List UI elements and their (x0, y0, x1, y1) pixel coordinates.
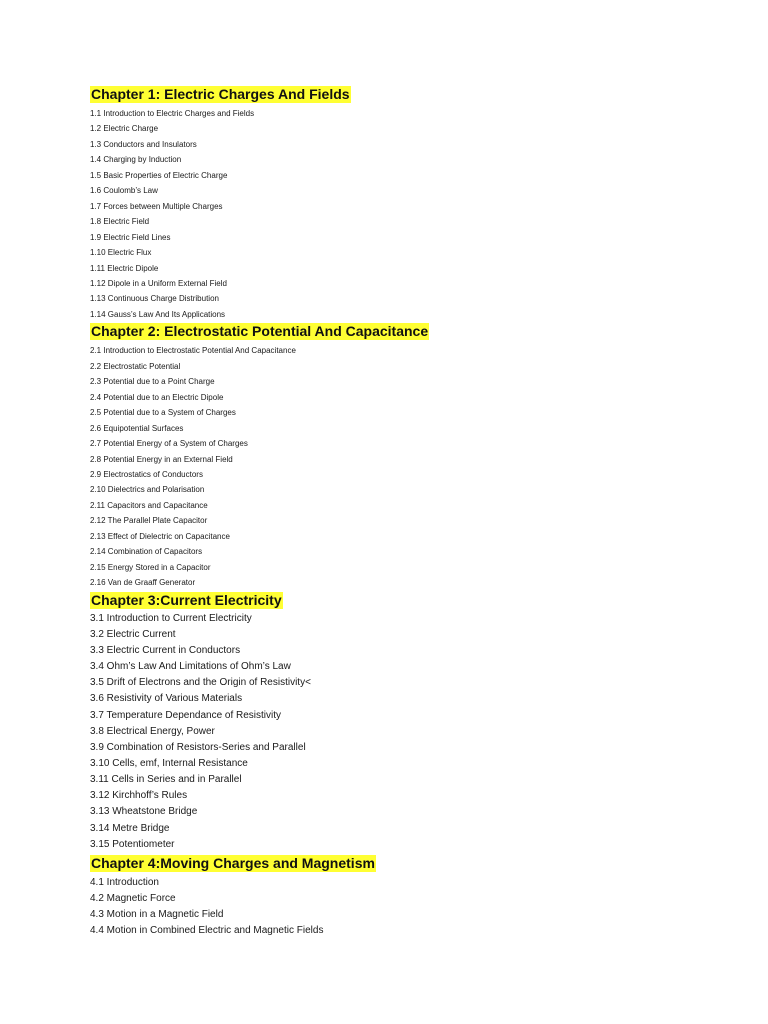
topic-item: 2.12 The Parallel Plate Capacitor (90, 516, 208, 526)
topic-item: 4.3 Motion in a Magnetic Field (90, 909, 224, 921)
topic-item: 2.1 Introduction to Electrostatic Potential And Capacitance (90, 346, 296, 356)
chapter-1-heading: Chapter 1: Electric Charges And Fields (91, 86, 350, 102)
topic-item: 1.4 Charging by Induction (90, 155, 182, 165)
chapter-2-section (90, 322, 730, 590)
topic-item: 1.14 Gauss’s Law And Its Applications (90, 309, 226, 319)
chapter-2-heading: Chapter 2: Electrostatic Potential And Capacitance (91, 323, 429, 340)
topic-item: 2.8 Potential Energy in an External Field (90, 454, 233, 464)
chapter-3-section (90, 591, 730, 853)
topic-item: 2.5 Potential due to a System of Charges (90, 408, 236, 418)
topic-item: 1.3 Conductors and Insulators (90, 139, 197, 149)
topic-item: 4.4 Motion in Combined Electric and Magnetic Fields (90, 925, 324, 937)
topic-item: 1.2 Electric Charge (90, 124, 159, 134)
topic-item: 3.12 Kirchhoff’s Rules (90, 790, 188, 802)
topic-item: 2.9 Electrostatics of Conductors (90, 469, 203, 479)
topic-item: 3.7 Temperature Dependance of Resistivity (90, 709, 282, 721)
topic-item: 3.3 Electric Current in Conductors (90, 644, 241, 656)
topic-item: 1.6 Coulomb’s Law (90, 186, 158, 196)
topic-item: 2.7 Potential Energy of a System of Charges (90, 439, 248, 449)
topic-item: 2.4 Potential due to an Electric Dipole (90, 392, 224, 402)
chapter-1-topic-list (90, 106, 730, 322)
topic-item: 3.8 Electrical Energy, Power (90, 725, 215, 737)
topic-item: 1.13 Continuous Charge Distribution (90, 294, 219, 304)
topic-item: 3.13 Wheatstone Bridge (90, 806, 198, 818)
topic-item: 2.2 Electrostatic Potential (90, 361, 181, 371)
topic-item: 1.10 Electric Flux (90, 248, 152, 258)
topic-item: 2.3 Potential due to a Point Charge (90, 377, 215, 387)
topic-item: 1.5 Basic Properties of Electric Charge (90, 170, 228, 180)
chapter-4-topic-list (90, 875, 730, 940)
topic-item: 2.14 Combination of Capacitors (90, 547, 203, 557)
topic-item: 3.1 Introduction to Current Electricity (90, 612, 252, 624)
topic-item: 2.13 Effect of Dielectric on Capacitance (90, 531, 230, 541)
topic-item: 1.8 Electric Field (90, 217, 150, 227)
topic-item: 3.14 Metre Bridge (90, 822, 170, 834)
chapter-3-heading: Chapter 3:Current Electricity (91, 591, 282, 608)
topic-item: 3.5 Drift of Electrons and the Origin of Resistivity< (90, 677, 311, 689)
topic-item: 3.9 Combination of Resistors-Series and Parallel (90, 741, 306, 753)
topic-item: 3.10 Cells, emf, Internal Resistance (90, 758, 248, 769)
topic-item: 2.16 Van de Graaff Generator (90, 578, 196, 588)
topic-item: 3.6 Resistivity of Various Materials (90, 693, 243, 705)
chapter-2-topic-list (90, 343, 730, 590)
topic-item: 2.11 Capacitors and Capacitance (90, 500, 208, 510)
topic-item: 3.2 Electric Current (90, 628, 176, 640)
topic-item: 1.11 Electric Dipole (90, 263, 159, 273)
chapter-1-section (90, 86, 730, 322)
topic-item: 1.7 Forces between Multiple Charges (90, 201, 223, 211)
topic-item: 4.2 Magnetic Force (90, 893, 176, 905)
topic-item: 2.6 Equipotential Surfaces (90, 423, 184, 433)
topic-item: 2.15 Energy Stored in a Capacitor (90, 562, 211, 572)
topic-item: 3.11 Cells in Series and in Parallel (90, 774, 242, 786)
topic-item: 1.9 Electric Field Lines (90, 232, 171, 242)
topic-item: 3.15 Potentiometer (90, 838, 175, 850)
topic-item: 3.4 Ohm’s Law And Limitations of Ohm’s Law (90, 661, 291, 673)
topic-item: 1.1 Introduction to Electric Charges and Fields (90, 109, 255, 118)
chapter-4-heading: Chapter 4:Moving Charges and Magnetism (91, 854, 375, 871)
topic-item: 1.12 Dipole in a Uniform External Field (90, 278, 227, 288)
topic-item: 4.1 Introduction (90, 876, 159, 888)
chapter-3-topic-list (90, 611, 730, 853)
document-page (90, 86, 730, 940)
topic-item: 2.10 Dielectrics and Polarisation (90, 485, 205, 495)
chapter-4-section (90, 853, 730, 940)
